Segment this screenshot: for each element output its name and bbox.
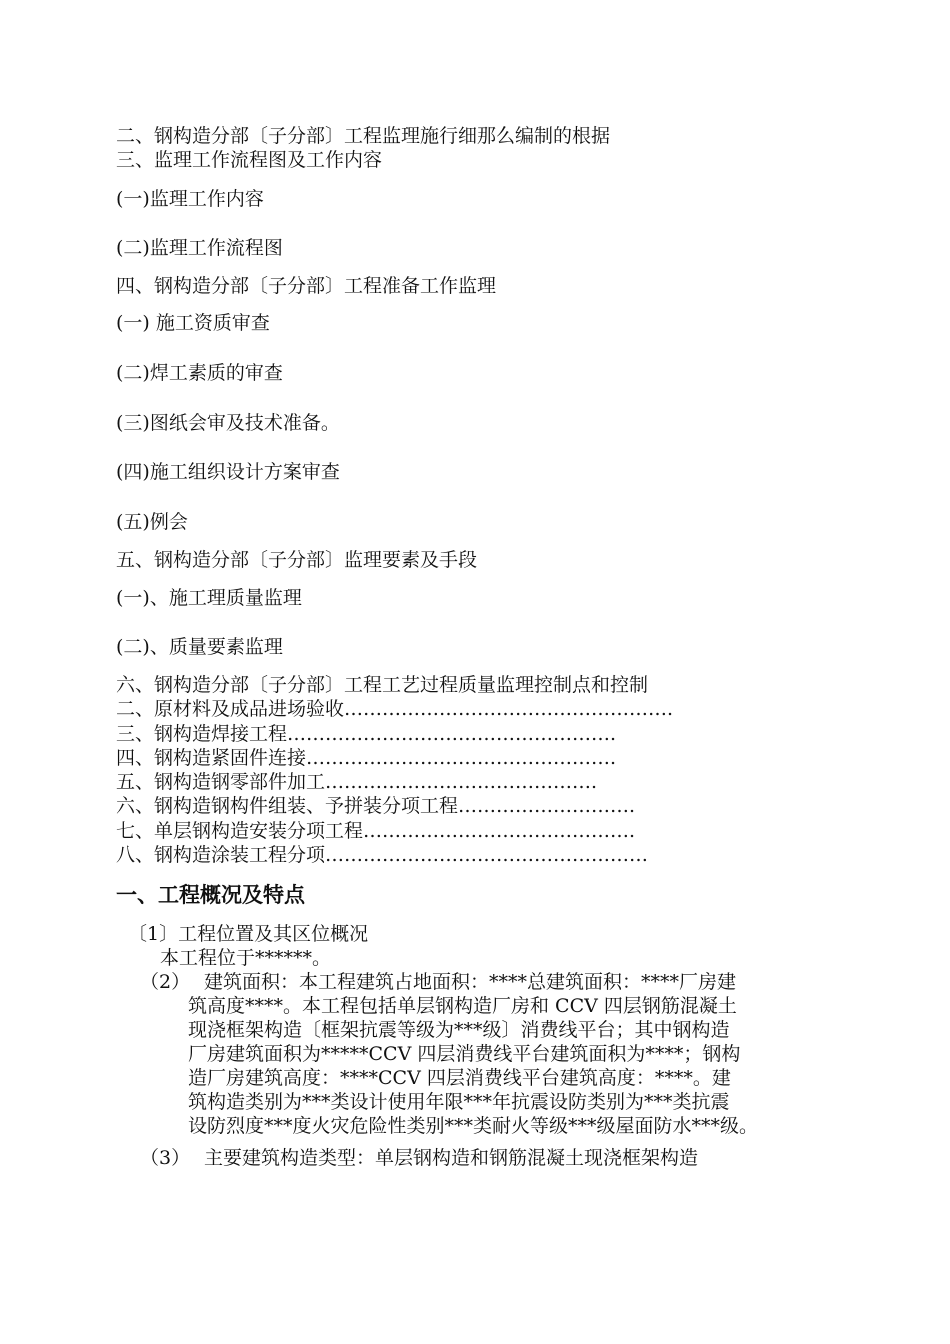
paragraph-line: 筑构造类别为***类设计使用年限***年抗震设防类别为***类抗震	[188, 1091, 730, 1113]
paragraph-line: 厂房建筑面积为*****CCV 四层消费线平台建筑面积为****；钢构	[188, 1043, 741, 1065]
paragraph-line: 设防烈度***度火灾危险性类别***类耐火等级***级屋面防水***级。	[188, 1115, 759, 1137]
toc-line: 三、钢构造焊接工程…………………………………………….	[116, 722, 617, 745]
item3-label: （3）	[140, 1147, 191, 1169]
toc-line: 七、单层钢构造安装分项工程…………………………………….	[116, 819, 636, 842]
toc-line: (二)监理工作流程图	[116, 237, 283, 259]
toc-line: 二、钢构造分部〔子分部〕工程监理施行细那么编制的根据	[116, 125, 611, 147]
paragraph-line: 建筑面积：本工程建筑占地面积：****总建筑面积：****厂房建	[204, 971, 737, 993]
toc-line: 四、钢构造紧固件连接………………………………………….	[116, 746, 617, 769]
toc-line: 六、钢构造分部〔子分部〕工程工艺过程质量监理控制点和控制	[116, 674, 649, 696]
paragraph-line: 造厂房建筑高度：****CCV 四层消费线平台建筑高度：****。建	[188, 1067, 731, 1089]
toc-line: (四)施工组织设计方案审查	[116, 461, 340, 483]
toc-line: 四、钢构造分部〔子分部〕工程准备工作监理	[116, 275, 497, 297]
item2-paragraph	[188, 970, 848, 1138]
toc-line: 五、钢构造分部〔子分部〕监理要素及手段	[116, 549, 478, 571]
toc-line: (一)、施工理质量监理	[116, 587, 302, 609]
toc-line: (一) 施工资质审查	[116, 312, 270, 334]
paragraph-line: 筑高度****。本工程包括单层钢构造厂房和 CCV 四层钢筋混凝土	[188, 995, 737, 1017]
section-heading: 一、工程概况及特点	[116, 883, 305, 907]
toc-line: 八、钢构造涂装工程分项……………………………………………	[116, 844, 649, 867]
toc-line: (二)焊工素质的审查	[116, 362, 283, 384]
item1-text: 本工程位于******。	[160, 947, 332, 969]
toc-line: 五、钢构造钢零部件加工…………………………………….	[116, 771, 598, 794]
item3-text: 主要建筑构造类型：单层钢构造和钢筋混凝土现浇框架构造	[204, 1147, 699, 1169]
item1-label: 〔1〕工程位置及其区位概况	[128, 923, 369, 945]
toc-line: (三)图纸会审及技术准备。	[116, 412, 340, 434]
toc-line: 三、监理工作流程图及工作内容	[116, 149, 383, 171]
toc-line: 二、原材料及成品进场验收…………………………………………….	[116, 698, 674, 721]
item2-label: （2）	[140, 971, 191, 993]
paragraph-line: 现浇框架构造〔框架抗震等级为***级〕消费线平台；其中钢构造	[188, 1019, 730, 1041]
toc-line: (二)、质量要素监理	[116, 636, 283, 658]
toc-top-block	[116, 124, 610, 172]
toc-line: 六、钢构造钢构件组装、予拼装分项工程……………………….	[116, 795, 636, 818]
toc-bottom-block	[116, 673, 673, 867]
toc-line: (一)监理工作内容	[116, 188, 264, 210]
toc-line: (五)例会	[116, 511, 188, 533]
